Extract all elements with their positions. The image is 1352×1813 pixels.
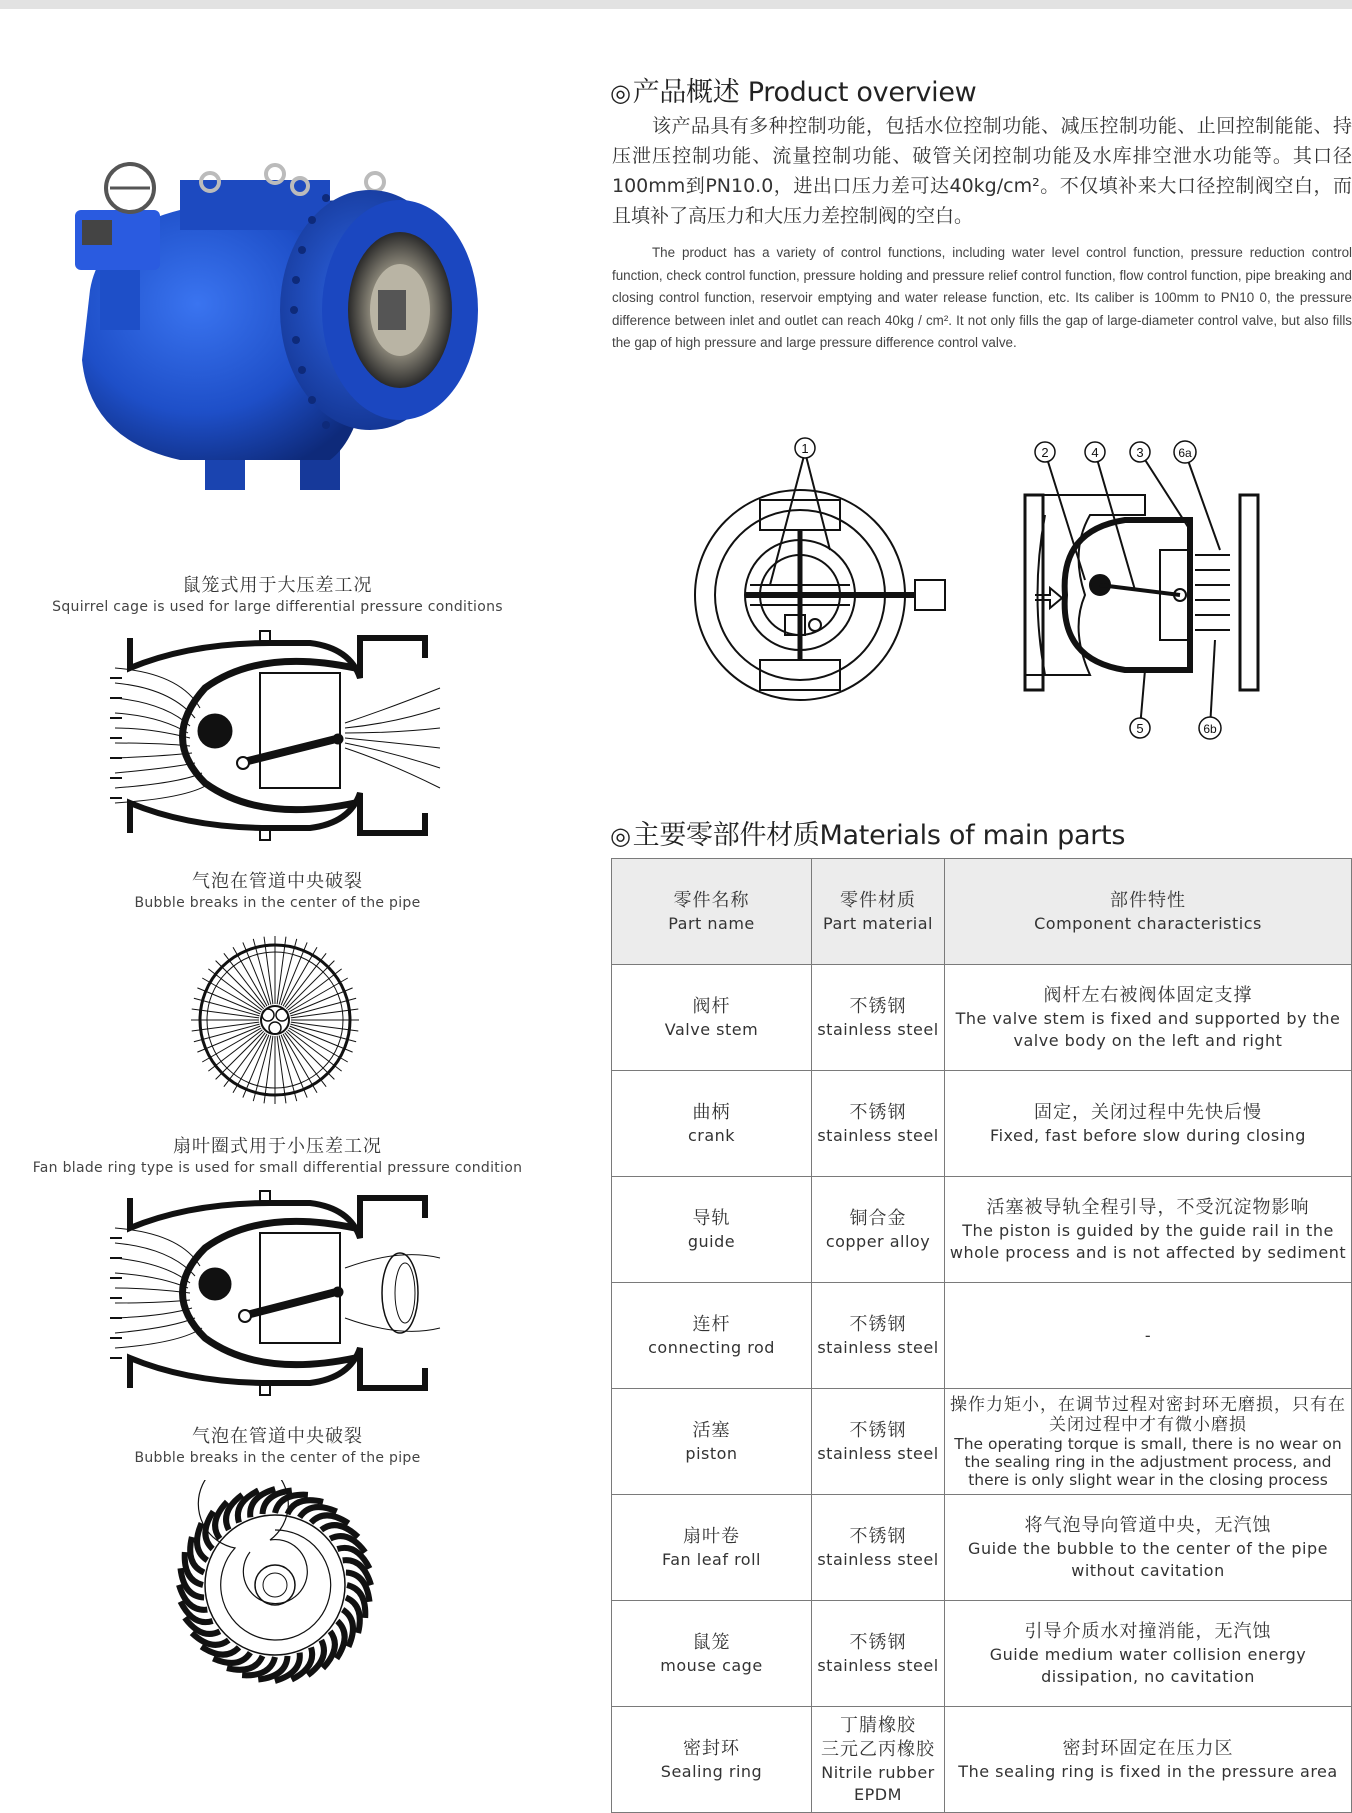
fan-blade-flow-diagram bbox=[110, 1188, 450, 1398]
table-cell bbox=[612, 1707, 812, 1813]
top-bar bbox=[0, 0, 1352, 9]
diagram-label-1: 1 bbox=[801, 441, 809, 456]
ray-line bbox=[286, 961, 334, 1009]
cell-text: 丁腈橡胶 bbox=[840, 1714, 916, 1736]
ray-line bbox=[202, 1028, 261, 1062]
header-part-material bbox=[812, 859, 945, 965]
cell-text: stainless steel bbox=[817, 1337, 939, 1357]
cell-text: 鼠笼 bbox=[692, 1631, 731, 1653]
squirrel-caption bbox=[0, 574, 555, 616]
cell-text: The piston is guided by the guide rail in the whole process and is not affected by sediment bbox=[949, 1220, 1347, 1262]
table-cell bbox=[945, 1707, 1352, 1813]
table-cell bbox=[812, 1177, 945, 1283]
fan-blade bbox=[311, 1515, 349, 1523]
cell-text: The sealing ring is fixed in the pressure area bbox=[958, 1761, 1338, 1781]
cell-text: piston bbox=[685, 1443, 738, 1463]
cell-text: Guide medium water collision energy dissipation, no cavitation bbox=[989, 1644, 1307, 1686]
table-header-row bbox=[612, 859, 1352, 965]
cell-text: 阀杆 bbox=[692, 995, 731, 1017]
table-cell bbox=[612, 1389, 812, 1495]
valve-product-photo bbox=[70, 160, 520, 490]
ray-line bbox=[289, 978, 348, 1012]
table-cell bbox=[945, 1389, 1352, 1495]
ray-line bbox=[289, 1028, 348, 1062]
cell-text: 密封环 bbox=[683, 1737, 740, 1759]
table-row bbox=[612, 1071, 1352, 1177]
materials-table bbox=[611, 858, 1352, 1813]
overview-text-cn: 该产品具有多种控制功能，包括水位控制功能、减压控制功能、止回控制能能、持压泄压控制功能、流量控制功能、破管关闭控制功能及水库排空泄水功能等。其口径100mm到PN10.0，进出口压力差可达40kg/cm²。不仅填补来大口径控制阀空白，而且填补了高压力和大压力差控制阀的空白。 bbox=[612, 115, 1352, 227]
table-cell bbox=[812, 1601, 945, 1707]
ray-line bbox=[233, 1034, 267, 1093]
overview-text-en: The product has a variety of control functions, including water level control function, pressure reduction control function, check control function, pressure holding and pressure relief control function, flow control function, pipe breaking and closing control function, reservoir emptying and water release function, etc. Its caliber is 100mm to PN10 0, the pressure difference between inlet and outlet can reach 40kg / cm². It not only fills the gap of large-diameter control valve, but also fills the gap of high pressure and large pressure difference control valve. bbox=[612, 245, 1352, 350]
materials-title bbox=[610, 813, 1125, 852]
cell-text: mouse cage bbox=[660, 1655, 763, 1675]
squirrel-caption-en: Squirrel cage is used for large differential pressure conditions bbox=[52, 599, 503, 615]
diagram-label-6b: 6b bbox=[1203, 722, 1217, 736]
squirrel-caption-cn: 鼠笼式用于大压差工况 bbox=[182, 575, 373, 596]
squirrel-cage-flow-diagram bbox=[110, 628, 450, 843]
ray-line bbox=[216, 1031, 264, 1079]
cell-text: The valve stem is fixed and supported by the valve body on the left and right bbox=[955, 1008, 1341, 1050]
table-row bbox=[612, 965, 1352, 1071]
bubble-burst-radial-diagram bbox=[190, 935, 360, 1105]
table-cell bbox=[945, 1071, 1352, 1177]
table-cell bbox=[812, 1495, 945, 1601]
cell-text: 密封环固定在压力区 bbox=[1062, 1737, 1234, 1759]
diagram-label-2: 2 bbox=[1041, 445, 1049, 460]
fan-caption-cn: 扇叶圈式用于小压差工况 bbox=[173, 1136, 382, 1157]
fan-caption bbox=[0, 1135, 555, 1177]
diagram-label-4: 4 bbox=[1091, 445, 1099, 460]
valve-cross-section-diagram bbox=[690, 430, 1260, 750]
table-cell bbox=[612, 965, 812, 1071]
bubble-caption-1 bbox=[0, 870, 555, 912]
cell-text: Fixed, fast before slow during closing bbox=[990, 1125, 1306, 1145]
cell-text: Nitrile rubber bbox=[821, 1762, 935, 1782]
cell-text: 扇叶卷 bbox=[683, 1525, 740, 1547]
table-cell bbox=[945, 1177, 1352, 1283]
fan-blade bbox=[337, 1621, 345, 1659]
cell-text: Part material bbox=[823, 913, 933, 933]
ray-line bbox=[283, 1034, 317, 1093]
table-row bbox=[612, 1495, 1352, 1601]
table-row bbox=[612, 1177, 1352, 1283]
table-cell bbox=[612, 1283, 812, 1389]
cell-text: 不锈钢 bbox=[849, 1313, 907, 1335]
table-cell bbox=[812, 965, 945, 1071]
cell-text: 活塞 bbox=[692, 1419, 731, 1441]
cell-text: 不锈钢 bbox=[849, 995, 907, 1017]
ray-line bbox=[286, 1031, 334, 1079]
cell-text: The operating torque is small, there is no wear on the sealing ring in the adjustment process, and there is only slight wear in the closing process bbox=[954, 1434, 1342, 1489]
circle-mark-icon: ◎ bbox=[610, 822, 631, 850]
cell-text: Fan leaf roll bbox=[662, 1549, 761, 1569]
cell-text: stainless steel bbox=[817, 1549, 939, 1569]
cell-text: 零件名称 bbox=[673, 889, 750, 911]
cell-text: connecting rod bbox=[648, 1337, 775, 1357]
cell-text: 阀杆左右被阀体固定支撑 bbox=[1043, 984, 1253, 1006]
diagram-label-3: 3 bbox=[1136, 445, 1144, 460]
bubble-caption-2-cn: 气泡在管道中央破裂 bbox=[192, 1426, 363, 1447]
cell-text: 铜合金 bbox=[849, 1207, 907, 1229]
table-cell bbox=[945, 1601, 1352, 1707]
table-row bbox=[612, 1601, 1352, 1707]
cell-text: guide bbox=[687, 1231, 736, 1251]
cell-text: 不锈钢 bbox=[849, 1419, 907, 1441]
ray-line bbox=[233, 947, 267, 1006]
bubble-caption-1-en: Bubble breaks in the center of the pipe bbox=[134, 895, 421, 911]
cell-text: Guide the bubble to the center of the pipe without cavitation bbox=[968, 1538, 1328, 1580]
ray-line bbox=[202, 978, 261, 1012]
cell-text: 将气泡导向管道中央，无汽蚀 bbox=[1024, 1514, 1272, 1536]
table-cell bbox=[945, 1283, 1352, 1389]
cell-text: Component characteristics bbox=[1034, 913, 1262, 933]
cell-text: 不锈钢 bbox=[849, 1525, 907, 1547]
cell-text: 部件特性 bbox=[1110, 889, 1186, 911]
fan-caption-en: Fan blade ring type is used for small differential pressure condition bbox=[32, 1160, 523, 1176]
cell-text: crank bbox=[687, 1125, 736, 1145]
table-cell bbox=[945, 965, 1352, 1071]
cell-text: 零件材质 bbox=[840, 889, 916, 911]
cell-text: 不锈钢 bbox=[849, 1101, 907, 1123]
ray-line bbox=[216, 961, 264, 1009]
bubble-caption-2 bbox=[0, 1425, 555, 1467]
table-cell bbox=[812, 1283, 945, 1389]
header-part-name bbox=[612, 859, 812, 965]
fan-swirl-diagram bbox=[165, 1480, 385, 1690]
table-row bbox=[612, 1389, 1352, 1495]
table-cell bbox=[812, 1389, 945, 1495]
cell-text: stainless steel bbox=[817, 1443, 939, 1463]
cell-text: stainless steel bbox=[817, 1125, 939, 1145]
cell-text: 不锈钢 bbox=[849, 1631, 907, 1653]
ray-line bbox=[283, 947, 317, 1006]
overview-title bbox=[610, 70, 976, 109]
table-row bbox=[612, 1283, 1352, 1389]
table-cell bbox=[612, 1177, 812, 1283]
table-row bbox=[612, 1707, 1352, 1813]
cell-text: 曲柄 bbox=[692, 1101, 731, 1123]
bubble-caption-2-en: Bubble breaks in the center of the pipe bbox=[134, 1450, 421, 1466]
cell-text: 操作力矩小，在调节过程对密封环无磨损，只有在关闭过程中才有微小磨损 bbox=[950, 1394, 1346, 1435]
table-cell bbox=[612, 1071, 812, 1177]
cell-text: 连杆 bbox=[692, 1313, 731, 1335]
circle-mark-icon: ◎ bbox=[610, 79, 631, 107]
materials-title-text: 主要零部件材质Materials of main parts bbox=[632, 820, 1126, 851]
table-cell bbox=[945, 1495, 1352, 1601]
diagram-label-5: 5 bbox=[1136, 721, 1144, 736]
cell-text: Valve stem bbox=[664, 1019, 759, 1039]
table-cell bbox=[612, 1495, 812, 1601]
table-cell bbox=[612, 1601, 812, 1707]
header-component-characteristics bbox=[945, 859, 1352, 965]
bubble-caption-1-cn: 气泡在管道中央破裂 bbox=[192, 871, 363, 892]
cell-text: 三元乙丙橡胶 bbox=[821, 1738, 935, 1760]
cell-text: 引导介质水对撞消能，无汽蚀 bbox=[1024, 1620, 1272, 1642]
cell-text: copper alloy bbox=[825, 1231, 931, 1251]
cell-text: EPDM bbox=[854, 1784, 902, 1804]
cell-text: - bbox=[1144, 1325, 1152, 1345]
cell-text: stainless steel bbox=[817, 1019, 939, 1039]
cell-text: 固定，关闭过程中先快后慢 bbox=[1034, 1101, 1262, 1123]
table-cell bbox=[812, 1071, 945, 1177]
cell-text: 活塞被导轨全程引导，不受沉淀物影响 bbox=[986, 1196, 1310, 1218]
fan-blade bbox=[201, 1647, 239, 1655]
cell-text: 导轨 bbox=[692, 1207, 731, 1229]
overview-title-text: 产品概述 Product overview bbox=[632, 77, 977, 108]
table-cell bbox=[812, 1707, 945, 1813]
cell-text: stainless steel bbox=[817, 1655, 939, 1675]
cell-text: Sealing ring bbox=[660, 1761, 763, 1781]
diagram-label-6a: 6a bbox=[1178, 446, 1192, 460]
cell-text: Part name bbox=[668, 913, 755, 933]
